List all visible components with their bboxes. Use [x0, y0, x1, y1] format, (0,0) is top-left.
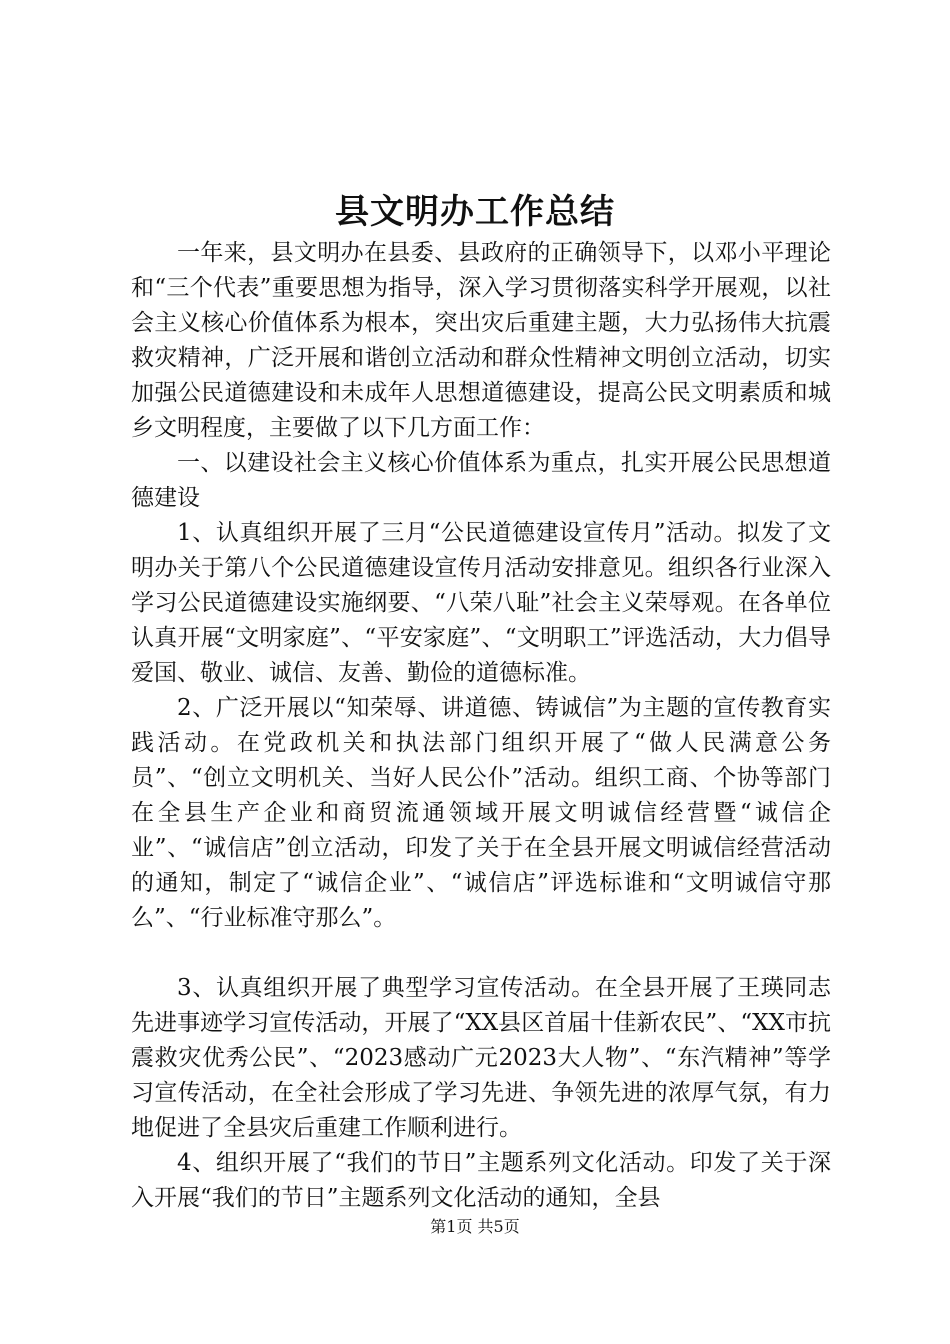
page-number-footer: 第1页 共5页: [430, 1217, 520, 1236]
paragraph-item-1: 1、认真组织开展了三月“公民道德建设宣传月”活动。拟发了文明办关于第八个公民道德建设宣传月活动安排意见。组织各行业深入学习公民道德建设实施纲要、“八荣八耻”社会主义荣辱观。在各单位认真开展“文明家庭”、“平安家庭”、“文明职工”评选活动，大力倡导爱国、敬业、诚信、友善、勤俭的道德标准。: [131, 520, 831, 686]
document-body: [131, 236, 831, 1216]
paragraph-item-2: 2、广泛开展以“知荣辱、讲道德、铸诚信”为主题的宣传教育实践活动。在党政机关和执法部门组织开展了“做人民满意公务员”、“创立文明机关、当好人民公仆”活动。组织工商、个协等部门在全县生产企业和商贸流通领域开展文明诚信经营暨“诚信企业”、“诚信店”创立活动，印发了关于在全县开展文明诚信经营活动的通知，制定了“诚信企业”、“诚信店”评选标谁和“文明诚信守那么”、“行业标准守那么”。: [131, 695, 831, 931]
section-heading-1: 一、以建设社会主义核心价值体系为重点，扎实开展公民思想道德建设: [131, 450, 831, 511]
paragraph-intro: 一年来，县文明办在县委、县政府的正确领导下，以邓小平理论和“三个代表”重要思想为指导，深入学习贯彻落实科学开展观，以社会主义核心价值体系为根本，突出灾后重建主题，大力弘扬伟大抗震救灾精神，广泛开展和谐创立活动和群众性精神文明创立活动，切实加强公民道德建设和未成年人思想道德建设，提高公民文明素质和城乡文明程度，主要做了以下几方面工作：: [131, 240, 831, 441]
document-title: 县文明办工作总结: [335, 192, 615, 232]
paragraph-item-4: 4、组织开展了“我们的节日”主题系列文化活动。印发了关于深入开展“我们的节日”主题系列文化活动的通知，全县: [131, 1150, 831, 1211]
paragraph-item-3: 3、认真组织开展了典型学习宣传活动。在全县开展了王瑛同志先进事迹学习宣传活动，开展了“XX县区首届十佳新农民”、“XX市抗震救灾优秀公民”、“2023感动广元2023大人物”、“东汽精神”等学习宣传活动，在全社会形成了学习先进、争领先进的浓厚气氛，有力地促进了全县灾后重建工作顺利进行。: [131, 975, 831, 1141]
